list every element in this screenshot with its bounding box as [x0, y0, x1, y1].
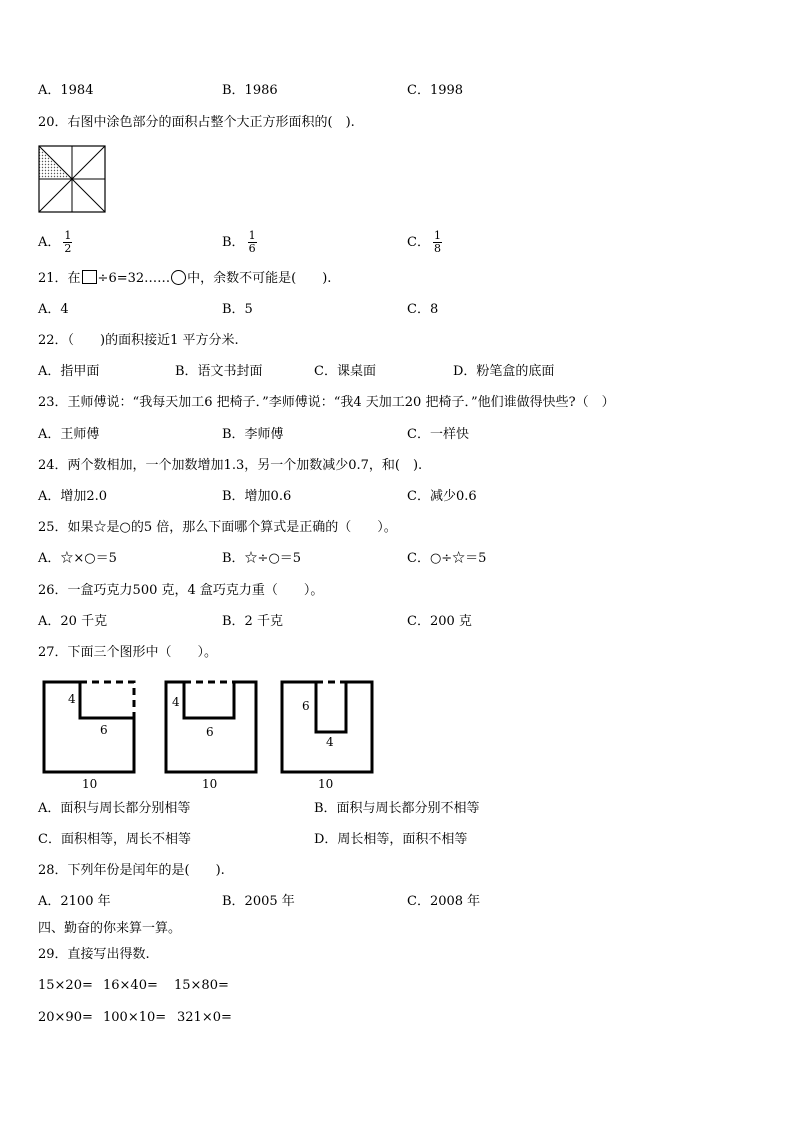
q27-fig1-label-b: 6	[100, 723, 108, 737]
q22-stem: 22．（ )的面积接近1 平方分米.	[38, 333, 239, 348]
q26-option-b: B．2 千克	[222, 614, 283, 629]
q19-option-a: A．1984	[38, 83, 94, 98]
q25-option-b: B．☆÷○＝5	[222, 551, 302, 566]
blank-circle	[171, 270, 186, 285]
q27-fig2-label-a: 4	[172, 695, 180, 709]
q21-option-c: C．8	[407, 302, 439, 317]
q29-item: 321×0=	[177, 1010, 232, 1025]
q22-option-b: B．语文书封面	[175, 364, 263, 379]
q27-option-a: A．面积与周长都分别相等	[38, 801, 191, 816]
q27-option-d: D．周长相等，面积不相等	[314, 832, 468, 847]
section-title: 四、勤奋的你来算一算。	[38, 921, 182, 936]
q20-stem: 20．右图中涂色部分的面积占整个大正方形面积的( ).	[38, 115, 355, 130]
q23-option-b: B．李师傅	[222, 427, 284, 442]
q27-figure-1	[40, 678, 144, 792]
blank-box	[82, 270, 97, 284]
q25-option-c: C．○÷☆＝5	[407, 551, 487, 566]
q28-option-c: C．2008 年	[407, 894, 481, 909]
q25-stem: 25．如果☆是○的5 倍，那么下面哪个算式是正确的（ ）。	[38, 520, 397, 535]
q23-option-a: A．王师傅	[38, 427, 100, 442]
q25-option-a: A．☆×○＝5	[38, 551, 117, 566]
q29-item: 15×20=	[38, 978, 93, 993]
q27-fig3-label-b: 4	[326, 735, 334, 749]
fraction: $\frac{1}{6}$	[248, 229, 256, 255]
q22-option-d: D．粉笔盒的底面	[453, 364, 555, 379]
q28-option-b: B．2005 年	[222, 894, 295, 909]
q27-figure-2	[162, 678, 266, 792]
q24-option-c: C．减少0.6	[407, 489, 477, 504]
q22-option-c: C．课桌面	[314, 364, 376, 379]
fraction: $\frac{1}{2}$	[64, 229, 72, 255]
q24-stem: 24．两个数相加，一个加数增加1.3，另一个加数减少0.7，和( ).	[38, 458, 423, 473]
q27-fig3-label-base: 10	[318, 777, 334, 791]
q27-figure-3	[278, 678, 382, 792]
q28-option-a: A．2100 年	[38, 894, 111, 909]
q23-stem: 23．王师傅说：“我每天加工6 把椅子．”李师傅说：“我4 天加工20 把椅子．”他们谁做得快些?（ ）	[38, 395, 615, 410]
q21-option-b: B．5	[222, 302, 253, 317]
q19-option-b: B．1986	[222, 83, 278, 98]
q29-item: 100×10=	[103, 1010, 167, 1025]
q20-figure	[38, 145, 106, 213]
q19-option-c: C．1998	[407, 83, 464, 98]
q23-option-c: C．一样快	[407, 427, 469, 442]
q27-fig1-label-a: 4	[68, 692, 76, 706]
q29-stem: 29．直接写出得数.	[38, 947, 150, 962]
q29-item: 15×80=	[174, 978, 229, 993]
q21-option-a: A．4	[38, 302, 69, 317]
q29-item: 16×40=	[103, 978, 158, 993]
q20-option-c: C． $\frac{1}{8}$	[407, 229, 441, 255]
q29-item: 20×90=	[38, 1010, 93, 1025]
q26-stem: 26．一盒巧克力500 克，4 盒巧克力重（ ）。	[38, 583, 324, 598]
fraction: $\frac{1}{8}$	[433, 229, 441, 255]
q27-fig2-label-base: 10	[202, 777, 218, 791]
q27-fig1-label-base: 10	[82, 777, 98, 791]
q26-option-c: C．200 克	[407, 614, 472, 629]
q24-option-a: A．增加2.0	[38, 489, 108, 504]
q26-option-a: A．20 千克	[38, 614, 108, 629]
q27-option-c: C．面积相等，周长不相等	[38, 832, 191, 847]
q27-fig2-label-b: 6	[206, 725, 214, 739]
q22-option-a: A．指甲面	[38, 364, 100, 379]
q24-option-b: B．增加0.6	[222, 489, 292, 504]
q28-stem: 28．下列年份是闰年的是( ).	[38, 863, 225, 878]
q27-fig3-label-a: 6	[302, 699, 310, 713]
q27-option-b: B．面积与周长都分别不相等	[314, 801, 480, 816]
q20-option-a: A． $\frac{1}{2}$	[38, 229, 72, 255]
q27-stem: 27．下面三个图形中（ ）。	[38, 645, 218, 660]
q20-option-b: B． $\frac{1}{6}$	[222, 229, 256, 255]
q21-stem: 21．在 ÷6=32…… 中，余数不可能是( ).	[38, 271, 332, 286]
